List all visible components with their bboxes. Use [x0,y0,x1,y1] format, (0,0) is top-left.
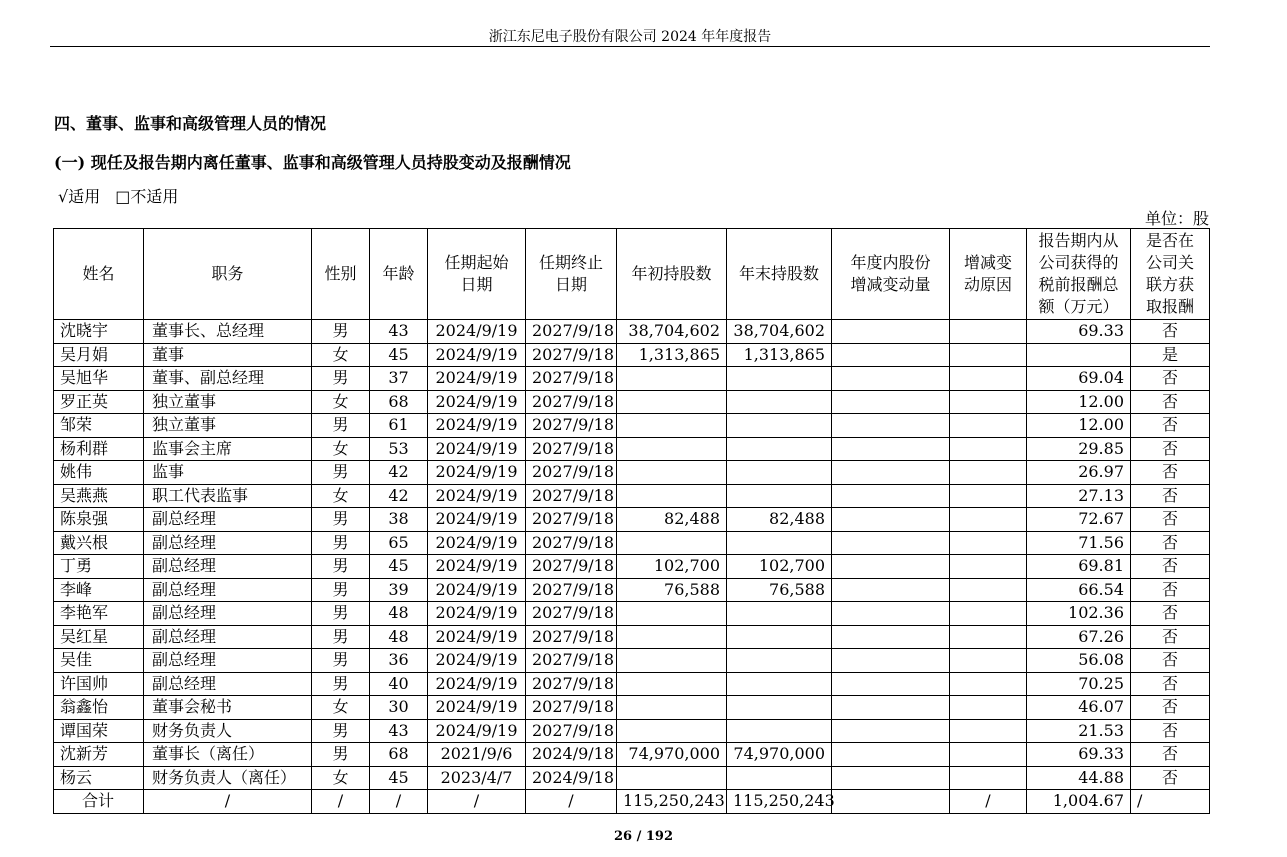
cell-change-reason [950,367,1027,391]
cell-term-start: 2024/9/19 [428,508,526,532]
cell-shares-end: 38,704,602 [727,320,832,344]
cell-related-party-pay: 否 [1131,367,1210,391]
total-cell-gender: / [312,790,370,814]
table-row [54,343,1210,367]
cell-shares-begin: 38,704,602 [617,320,727,344]
table-row [54,414,1210,438]
cell-shares-change [832,531,950,555]
cell-term-end: 2027/9/18 [526,320,617,344]
table-row [54,390,1210,414]
cell-name: 杨云 [54,766,144,790]
header-shares-end: 年末持股数 [727,229,832,320]
cell-term-start: 2024/9/19 [428,320,526,344]
cell-shares-begin [617,625,727,649]
cell-term-start: 2024/9/19 [428,672,526,696]
cell-change-reason [950,649,1027,673]
cell-age: 68 [370,390,428,414]
cell-term-end: 2027/9/18 [526,578,617,602]
cell-gender: 女 [312,390,370,414]
cell-compensation: 69.33 [1027,320,1131,344]
cell-age: 45 [370,766,428,790]
cell-name: 沈新芳 [54,743,144,767]
cell-age: 43 [370,719,428,743]
cell-related-party-pay: 否 [1131,461,1210,485]
cell-age: 61 [370,414,428,438]
header-related-party-pay: 是否在 公司关 联方获 取报酬 [1131,229,1210,320]
cell-age: 37 [370,367,428,391]
cell-position: 职工代表监事 [144,484,312,508]
header-divider [50,46,1210,47]
cell-gender: 男 [312,367,370,391]
cell-age: 53 [370,437,428,461]
cell-position: 董事 [144,343,312,367]
cell-age: 45 [370,555,428,579]
cell-name: 姚伟 [54,461,144,485]
cell-change-reason [950,602,1027,626]
table-total-row [54,790,1210,814]
cell-gender: 女 [312,343,370,367]
cell-term-end: 2027/9/18 [526,484,617,508]
cell-compensation: 21.53 [1027,719,1131,743]
cell-compensation: 72.67 [1027,508,1131,532]
cell-age: 36 [370,649,428,673]
table-row [54,555,1210,579]
table-row [54,625,1210,649]
cell-gender: 女 [312,484,370,508]
cell-shares-end [727,672,832,696]
cell-name: 翁鑫怡 [54,696,144,720]
cell-change-reason [950,672,1027,696]
cell-shares-end [727,414,832,438]
cell-term-end: 2027/9/18 [526,343,617,367]
cell-compensation: 46.07 [1027,696,1131,720]
cell-related-party-pay: 否 [1131,414,1210,438]
cell-change-reason [950,743,1027,767]
cell-shares-change [832,625,950,649]
cell-shares-end [727,649,832,673]
cell-shares-end [727,461,832,485]
cell-related-party-pay: 否 [1131,508,1210,532]
cell-position: 监事会主席 [144,437,312,461]
cell-term-start: 2024/9/19 [428,461,526,485]
cell-shares-begin: 82,488 [617,508,727,532]
cell-related-party-pay: 否 [1131,743,1210,767]
cell-term-start: 2023/4/7 [428,766,526,790]
cell-related-party-pay: 否 [1131,531,1210,555]
cell-name: 杨利群 [54,437,144,461]
cell-name: 邹荣 [54,414,144,438]
table-row [54,437,1210,461]
cell-term-start: 2024/9/19 [428,390,526,414]
cell-compensation: 12.00 [1027,390,1131,414]
header-term-end: 任期终止 日期 [526,229,617,320]
cell-name: 戴兴根 [54,531,144,555]
cell-gender: 男 [312,649,370,673]
header-shares-change: 年度内股份 增减变动量 [832,229,950,320]
cell-change-reason [950,320,1027,344]
table-header-row [54,229,1210,320]
cell-change-reason [950,766,1027,790]
cell-change-reason [950,414,1027,438]
cell-position: 独立董事 [144,414,312,438]
cell-compensation: 56.08 [1027,649,1131,673]
cell-name: 罗正英 [54,390,144,414]
executives-shareholding-table [53,228,1210,814]
cell-shares-change [832,719,950,743]
cell-term-start: 2024/9/19 [428,484,526,508]
cell-age: 45 [370,343,428,367]
table-row [54,320,1210,344]
cell-term-start: 2024/9/19 [428,367,526,391]
table-row [54,649,1210,673]
cell-position: 独立董事 [144,390,312,414]
cell-term-end: 2024/9/18 [526,766,617,790]
cell-term-start: 2024/9/19 [428,414,526,438]
cell-age: 39 [370,578,428,602]
header-term-start: 任期起始 日期 [428,229,526,320]
cell-term-start: 2024/9/19 [428,531,526,555]
cell-shares-end: 1,313,865 [727,343,832,367]
cell-term-end: 2027/9/18 [526,602,617,626]
cell-related-party-pay: 否 [1131,555,1210,579]
cell-compensation: 67.26 [1027,625,1131,649]
cell-change-reason [950,578,1027,602]
cell-shares-change [832,390,950,414]
cell-shares-begin: 76,588 [617,578,727,602]
cell-shares-begin: 102,700 [617,555,727,579]
cell-term-end: 2027/9/18 [526,390,617,414]
table-row [54,696,1210,720]
cell-compensation: 26.97 [1027,461,1131,485]
cell-gender: 男 [312,531,370,555]
cell-shares-end [727,766,832,790]
table-row [54,719,1210,743]
cell-shares-end [727,367,832,391]
total-cell-change-reason: / [950,790,1027,814]
cell-shares-begin [617,602,727,626]
cell-shares-begin [617,672,727,696]
table-row [54,743,1210,767]
cell-shares-end [727,696,832,720]
report-header-title: 浙江东尼电子股份有限公司 2024 年年度报告 [488,29,772,45]
cell-change-reason [950,625,1027,649]
cell-age: 42 [370,461,428,485]
cell-related-party-pay: 否 [1131,696,1210,720]
page-number: 26 / 192 [613,829,674,844]
cell-gender: 女 [312,766,370,790]
cell-name: 许国帅 [54,672,144,696]
table-row [54,508,1210,532]
cell-shares-change [832,367,950,391]
applicability-options [58,184,188,207]
cell-shares-change [832,437,950,461]
cell-age: 65 [370,531,428,555]
cell-name: 谭国荣 [54,719,144,743]
cell-age: 30 [370,696,428,720]
cell-shares-end [727,437,832,461]
cell-compensation: 70.25 [1027,672,1131,696]
cell-shares-begin [617,484,727,508]
cell-term-end: 2027/9/18 [526,719,617,743]
cell-position: 副总经理 [144,649,312,673]
cell-term-end: 2027/9/18 [526,696,617,720]
cell-position: 董事、副总经理 [144,367,312,391]
cell-gender: 男 [312,578,370,602]
cell-term-start: 2024/9/19 [428,343,526,367]
cell-gender: 男 [312,743,370,767]
cell-shares-change [832,343,950,367]
cell-position: 副总经理 [144,672,312,696]
cell-shares-change [832,672,950,696]
total-cell-shares-end: 115,250,243 [727,790,832,814]
cell-gender: 男 [312,508,370,532]
cell-related-party-pay: 否 [1131,625,1210,649]
total-cell-compensation: 1,004.67 [1027,790,1131,814]
cell-related-party-pay: 否 [1131,578,1210,602]
cell-age: 48 [370,602,428,626]
cell-related-party-pay: 否 [1131,719,1210,743]
cell-shares-change [832,743,950,767]
cell-term-start: 2024/9/19 [428,625,526,649]
header-age: 年龄 [370,229,428,320]
cell-term-start: 2024/9/19 [428,578,526,602]
cell-shares-begin [617,437,727,461]
cell-age: 48 [370,625,428,649]
header-gender: 性别 [312,229,370,320]
cell-position: 副总经理 [144,508,312,532]
cell-shares-change [832,578,950,602]
cell-term-start: 2021/9/6 [428,743,526,767]
cell-compensation [1027,343,1131,367]
cell-term-end: 2027/9/18 [526,672,617,696]
cell-compensation: 29.85 [1027,437,1131,461]
cell-term-end: 2027/9/18 [526,508,617,532]
table-row [54,484,1210,508]
cell-shares-begin [617,367,727,391]
cell-gender: 男 [312,625,370,649]
cell-gender: 男 [312,602,370,626]
cell-compensation: 66.54 [1027,578,1131,602]
cell-change-reason [950,390,1027,414]
total-cell-term-end: / [526,790,617,814]
cell-position: 副总经理 [144,531,312,555]
not-applicable-option: □不适用 [115,187,179,206]
cell-related-party-pay: 否 [1131,602,1210,626]
cell-shares-end: 76,588 [727,578,832,602]
cell-term-end: 2027/9/18 [526,555,617,579]
cell-shares-change [832,414,950,438]
cell-compensation: 44.88 [1027,766,1131,790]
cell-shares-end: 74,970,000 [727,743,832,767]
cell-shares-change [832,555,950,579]
cell-name: 吴燕燕 [54,484,144,508]
cell-change-reason [950,461,1027,485]
applicable-checked-option: √适用 [58,187,101,206]
total-cell-related-party-pay: / [1131,790,1210,814]
cell-term-end: 2024/9/18 [526,743,617,767]
table-row [54,531,1210,555]
header-change-reason: 增减变 动原因 [950,229,1027,320]
cell-shares-begin [617,531,727,555]
cell-position: 副总经理 [144,578,312,602]
table-row [54,578,1210,602]
cell-related-party-pay: 否 [1131,484,1210,508]
table-body [54,320,1210,814]
cell-compensation: 102.36 [1027,602,1131,626]
cell-gender: 男 [312,320,370,344]
cell-position: 监事 [144,461,312,485]
table-row [54,602,1210,626]
header-compensation: 报告期内从 公司获得的 税前报酬总 额（万元） [1027,229,1131,320]
cell-shares-begin [617,719,727,743]
cell-term-end: 2027/9/18 [526,461,617,485]
cell-name: 吴红星 [54,625,144,649]
cell-shares-begin [617,414,727,438]
cell-shares-end: 82,488 [727,508,832,532]
cell-change-reason [950,437,1027,461]
cell-position: 董事长（离任） [144,743,312,767]
total-cell-age: / [370,790,428,814]
cell-shares-begin [617,766,727,790]
cell-shares-end [727,602,832,626]
cell-gender: 男 [312,719,370,743]
cell-position: 董事长、总经理 [144,320,312,344]
cell-change-reason [950,719,1027,743]
header-shares-begin: 年初持股数 [617,229,727,320]
cell-compensation: 69.33 [1027,743,1131,767]
cell-shares-end [727,390,832,414]
cell-position: 财务负责人（离任） [144,766,312,790]
cell-related-party-pay: 否 [1131,766,1210,790]
cell-age: 38 [370,508,428,532]
cell-term-end: 2027/9/18 [526,625,617,649]
cell-shares-change [832,320,950,344]
cell-term-start: 2024/9/19 [428,602,526,626]
section-title: 四、董事、监事和高级管理人员的情况 [54,114,327,133]
cell-shares-change [832,696,950,720]
cell-term-end: 2027/9/18 [526,649,617,673]
cell-related-party-pay: 是 [1131,343,1210,367]
cell-related-party-pay: 否 [1131,649,1210,673]
cell-name: 李艳军 [54,602,144,626]
cell-shares-change [832,461,950,485]
cell-change-reason [950,555,1027,579]
cell-position: 副总经理 [144,555,312,579]
total-cell-shares-change [832,790,950,814]
cell-shares-begin: 1,313,865 [617,343,727,367]
cell-shares-begin [617,696,727,720]
subsection-title: (一) 现任及报告期内离任董事、监事和高级管理人员持股变动及报酬情况 [54,153,571,172]
cell-name: 陈泉强 [54,508,144,532]
cell-shares-begin: 74,970,000 [617,743,727,767]
cell-position: 财务负责人 [144,719,312,743]
cell-term-end: 2027/9/18 [526,437,617,461]
cell-related-party-pay: 否 [1131,437,1210,461]
cell-position: 董事会秘书 [144,696,312,720]
header-position: 职务 [144,229,312,320]
cell-change-reason [950,343,1027,367]
cell-related-party-pay: 否 [1131,390,1210,414]
cell-related-party-pay: 否 [1131,672,1210,696]
cell-shares-end: 102,700 [727,555,832,579]
cell-shares-change [832,508,950,532]
cell-compensation: 69.81 [1027,555,1131,579]
cell-term-end: 2027/9/18 [526,414,617,438]
cell-age: 40 [370,672,428,696]
cell-position: 副总经理 [144,625,312,649]
total-cell-position: / [144,790,312,814]
cell-gender: 男 [312,414,370,438]
cell-change-reason [950,531,1027,555]
cell-gender: 男 [312,672,370,696]
cell-term-start: 2024/9/19 [428,719,526,743]
cell-name: 吴旭华 [54,367,144,391]
cell-name: 沈晓宇 [54,320,144,344]
cell-shares-begin [617,461,727,485]
cell-term-start: 2024/9/19 [428,649,526,673]
cell-shares-end [727,531,832,555]
cell-shares-begin [617,649,727,673]
header-name: 姓名 [54,229,144,320]
cell-compensation: 69.04 [1027,367,1131,391]
cell-compensation: 27.13 [1027,484,1131,508]
cell-term-start: 2024/9/19 [428,437,526,461]
unit-label: 单位：股 [1144,209,1209,228]
total-cell-shares-begin: 115,250,243 [617,790,727,814]
cell-name: 丁勇 [54,555,144,579]
cell-shares-change [832,766,950,790]
cell-term-start: 2024/9/19 [428,555,526,579]
cell-gender: 女 [312,437,370,461]
total-cell-name: 合计 [54,790,144,814]
cell-age: 42 [370,484,428,508]
table-row [54,367,1210,391]
table-row [54,766,1210,790]
cell-shares-end [727,719,832,743]
cell-change-reason [950,696,1027,720]
cell-name: 吴佳 [54,649,144,673]
cell-term-end: 2027/9/18 [526,367,617,391]
cell-compensation: 71.56 [1027,531,1131,555]
cell-age: 68 [370,743,428,767]
cell-shares-change [832,484,950,508]
cell-shares-end [727,484,832,508]
cell-change-reason [950,508,1027,532]
table-row [54,672,1210,696]
cell-name: 吴月娟 [54,343,144,367]
cell-shares-end [727,625,832,649]
cell-term-end: 2027/9/18 [526,531,617,555]
cell-age: 43 [370,320,428,344]
cell-shares-change [832,602,950,626]
cell-change-reason [950,484,1027,508]
cell-term-start: 2024/9/19 [428,696,526,720]
cell-shares-begin [617,390,727,414]
cell-compensation: 12.00 [1027,414,1131,438]
cell-gender: 男 [312,555,370,579]
table-row [54,461,1210,485]
cell-name: 李峰 [54,578,144,602]
cell-related-party-pay: 否 [1131,320,1210,344]
total-cell-term-start: / [428,790,526,814]
cell-gender: 男 [312,461,370,485]
cell-position: 副总经理 [144,602,312,626]
cell-shares-change [832,649,950,673]
cell-gender: 女 [312,696,370,720]
